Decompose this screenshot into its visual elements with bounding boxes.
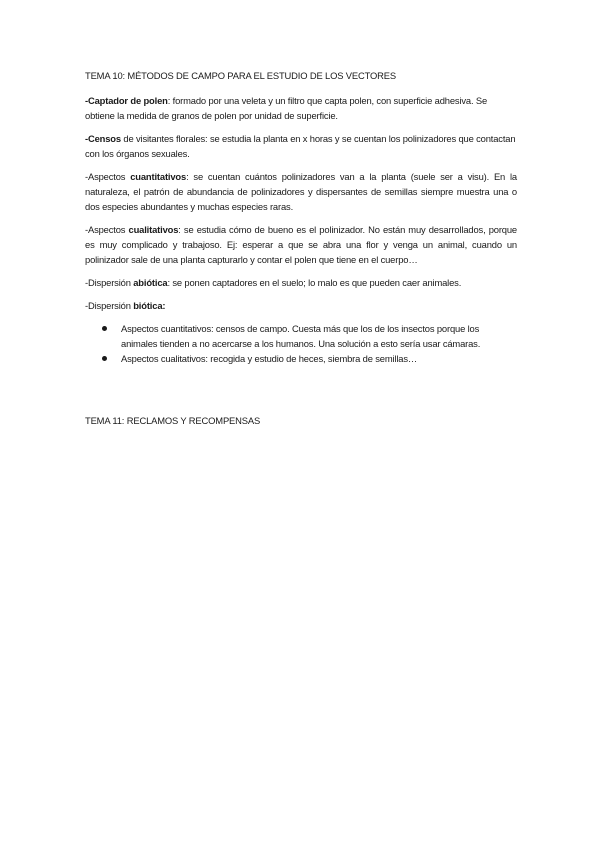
list-item (85, 351, 517, 366)
document-body (85, 68, 517, 366)
biotica-term: biótica (133, 300, 163, 311)
abiotica-paragraph (85, 275, 517, 290)
biotica-prefix: -Dispersión (85, 300, 134, 311)
captador-term: Captador de polen (87, 95, 168, 106)
abiotica-text: : se ponen captadores en el suelo; lo malo es que pueden caer animales. (167, 277, 462, 288)
bullet-icon (102, 326, 107, 331)
bullet-icon (102, 356, 107, 361)
biotica-paragraph (85, 298, 517, 313)
cuantitativos-paragraph (85, 169, 517, 214)
list-item (85, 321, 517, 351)
cualitativos-prefix: -Aspectos (85, 224, 129, 235)
abiotica-term: abiótica (133, 277, 168, 288)
abiotica-prefix: -Dispersión (85, 277, 134, 288)
bullet-text: Aspectos cuantitativos: censos de campo. Cuesta más que los de los insectos porque los animales tienden a no acercarse a los humanos. Una solución a esto sería usar cámaras. (121, 323, 481, 349)
censos-prefix: - (85, 133, 88, 144)
captador-prefix: - (85, 95, 88, 106)
censos-paragraph (85, 131, 517, 161)
cualitativos-text: : se estudia cómo de bueno es el polinizador. No están muy desarrollados, porque es muy complicado y trabajoso. Ej: esperar a que se abra una flor y venga un animal, cuando un polinizador sale de una planta capturarlo y contar el polen que tiene en el cuerpo… (85, 224, 517, 265)
censos-text: de visitantes florales: se estudia la planta en x horas y se cuentan los polinizadores que contactan con los órganos sexuales. (85, 133, 516, 159)
tema10-title: TEMA 10: MÉTODOS DE CAMPO PARA EL ESTUDIO DE LOS VECTORES (85, 70, 396, 81)
cuantitativos-text: : se cuentan cuántos polinizadores van a la planta (suele ser a visu). En la naturaleza, el patrón de abundancia de polinizadores y dispersantes de semillas siempre muestra una o dos especies abundantes y muchas especies raras. (85, 171, 517, 212)
biotica-bullet-list (85, 321, 517, 366)
cuantitativos-prefix: -Aspectos (85, 171, 131, 182)
tema11-title: TEMA 11: RECLAMOS Y RECOMPENSAS (85, 415, 261, 427)
cualitativos-paragraph (85, 222, 517, 267)
bullet-text: Aspectos cualitativos: recogida y estudio de heces, siembra de semillas… (121, 353, 418, 364)
biotica-text: : (162, 300, 166, 311)
cualitativos-term: cualitativos (128, 224, 179, 235)
captador-paragraph (85, 93, 517, 123)
cuantitativos-term: cuantitativos (130, 171, 187, 182)
censos-term: Censos (87, 133, 121, 144)
captador-text: : formado por una veleta y un filtro que capta polen, con superficie adhesiva. Se obtiene la medida de granos de polen por unidad de superficie. (85, 95, 488, 121)
